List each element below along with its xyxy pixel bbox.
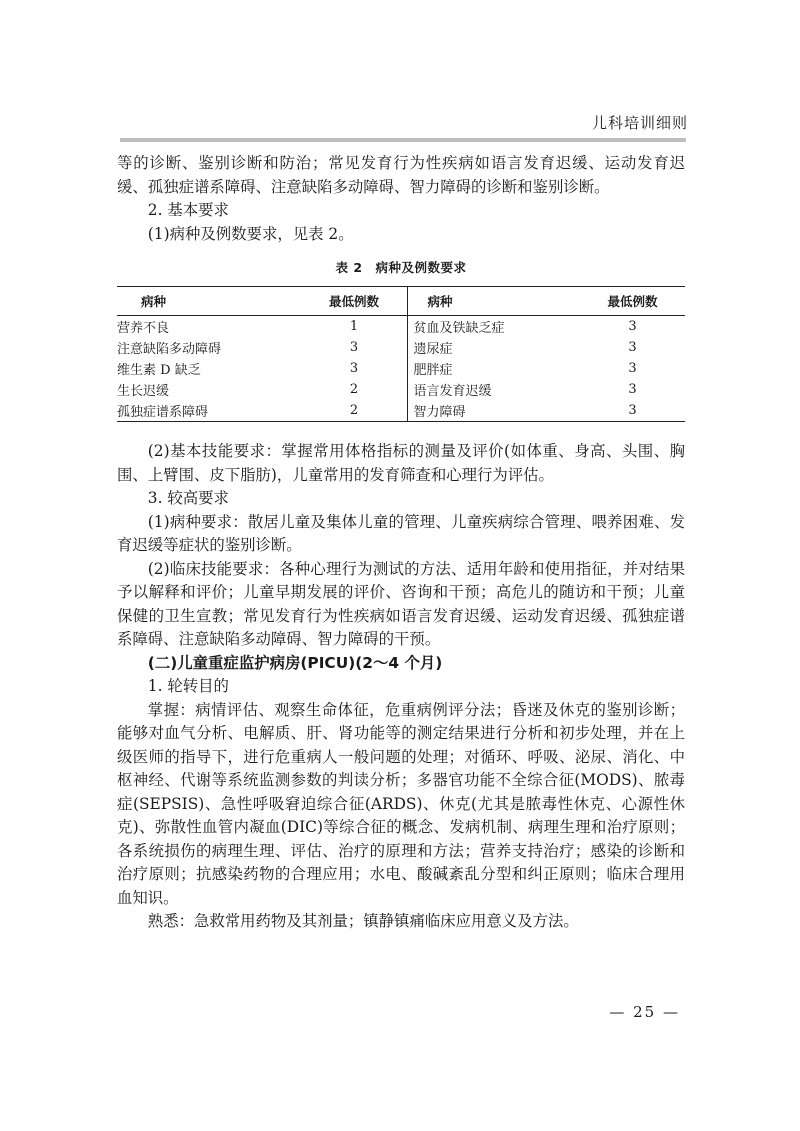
paragraph: 掌握：病情评估、观察生命体征，危重病例评分法；昏迷及休克的鉴别诊断；能够对血气分析、电解质、肝、肾功能等的测定结果进行分析和初步处理，并在上级医师的指导下，进行危重病人一般问题的处理；对循环、呼吸、泌尿、消化、中枢神经、代谢等系统监测参数的判读分析；多器官功能不全综合征(MODS)、脓毒症(SEPSIS)、急性呼吸窘迫综合征(ARDS)、休克(尤其是脓毒性休克、心源性休克)、弥散性血管内凝血(DIC)等综合征的概念、发病机制、病理生理和治疗原则；各系统损伤的病理生理、评估、治疗的原理和方法；营养支持治疗；感染的诊断和治疗原则；抗感染药物的合理应用；水电、酸碱紊乱分型和纠正原则；临床合理用血知识。 <box>117 700 685 907</box>
section-heading-picu: (二)儿童重症监护病房(PICU)(2～4 个月) <box>147 653 443 672</box>
paragraph: (2)基本技能要求：掌握常用体格指标的测量及评价(如体重、身高、头围、胸围、上臂围、皮下脂肪)，儿童常用的发育筛查和心理行为评估。 <box>117 442 685 484</box>
column-header: 最低例数 <box>328 294 379 309</box>
table-cell: 肥胖症 <box>407 358 580 379</box>
column-header: 病种 <box>141 294 167 309</box>
table-caption: 表 2 病种及例数要求 <box>335 260 467 275</box>
table-cell: 3 <box>628 403 637 418</box>
table-cell: 3 <box>349 340 359 355</box>
table-row <box>117 358 685 379</box>
table-row <box>117 337 685 358</box>
paragraph: 等的诊断、鉴别诊断和防治；常见发育行为性疾病如语言发育迟缓、运动发育迟缓、孤独症谱系障碍、注意缺陷多动障碍、智力障碍的诊断和鉴别诊断。 <box>117 154 685 196</box>
section-heading: 1. 轮转目的 <box>147 677 229 695</box>
table-cell: 2 <box>349 403 359 418</box>
table-cell: 贫血及铁缺乏症 <box>407 316 580 338</box>
section-heading: 3. 较高要求 <box>147 489 229 507</box>
table-row <box>117 316 685 338</box>
table-row <box>117 400 685 422</box>
table-cell: 营养不良 <box>117 321 170 336</box>
paragraph: 熟悉：急救常用药物及其剂量；镇静镇痛临床应用意义及方法。 <box>147 912 579 930</box>
table-cell: 3 <box>628 340 637 355</box>
table-cell: 2 <box>349 382 359 397</box>
header-rule <box>120 138 686 142</box>
table-cell: 智力障碍 <box>407 400 580 422</box>
table-cell: 3 <box>349 361 359 376</box>
table-cell: 1 <box>349 319 359 334</box>
column-header: 病种 <box>407 287 580 316</box>
paragraph: (1)病种要求：散居儿童及集体儿童的管理、儿童疾病综合管理、喂养困难、发育迟缓等症状的鉴别诊断。 <box>117 512 685 554</box>
table-cell: 注意缺陷多动障碍 <box>117 342 222 357</box>
requirements-table-block <box>117 258 685 422</box>
running-header: 儿科培训细则 <box>591 114 688 132</box>
section-heading: 2. 基本要求 <box>147 201 229 219</box>
table-cell: 遗尿症 <box>407 337 580 358</box>
table-cell: 3 <box>628 382 637 397</box>
paragraph: (2)临床技能要求：各种心理行为测试的方法、适用年龄和使用指征，并对结果予以解释和评价；儿童早期发展的评价、咨询和干预；高危儿的随访和干预；儿童保健的卫生宣教；常见发育行为性疾病如语言发育迟缓、运动发育迟缓、孤独症谱系障碍、注意缺陷多动障碍、智力障碍的干预。 <box>117 559 685 648</box>
table-cell: 维生素 D 缺乏 <box>117 363 201 378</box>
table-cell: 3 <box>628 319 637 334</box>
table-cell: 孤独症谱系障碍 <box>117 405 209 420</box>
page-number: — 25 — <box>609 1003 680 1021</box>
table-row <box>117 379 685 400</box>
paragraph: (1)病种及例数要求，见表 2。 <box>147 224 354 243</box>
table-cell: 生长迟缓 <box>117 384 170 399</box>
table-header-row <box>117 287 685 316</box>
table-cell: 3 <box>628 361 637 376</box>
table-cell: 语言发育迟缓 <box>407 379 580 400</box>
column-header: 最低例数 <box>607 294 658 309</box>
page-body <box>117 152 685 934</box>
requirements-table <box>117 286 685 422</box>
